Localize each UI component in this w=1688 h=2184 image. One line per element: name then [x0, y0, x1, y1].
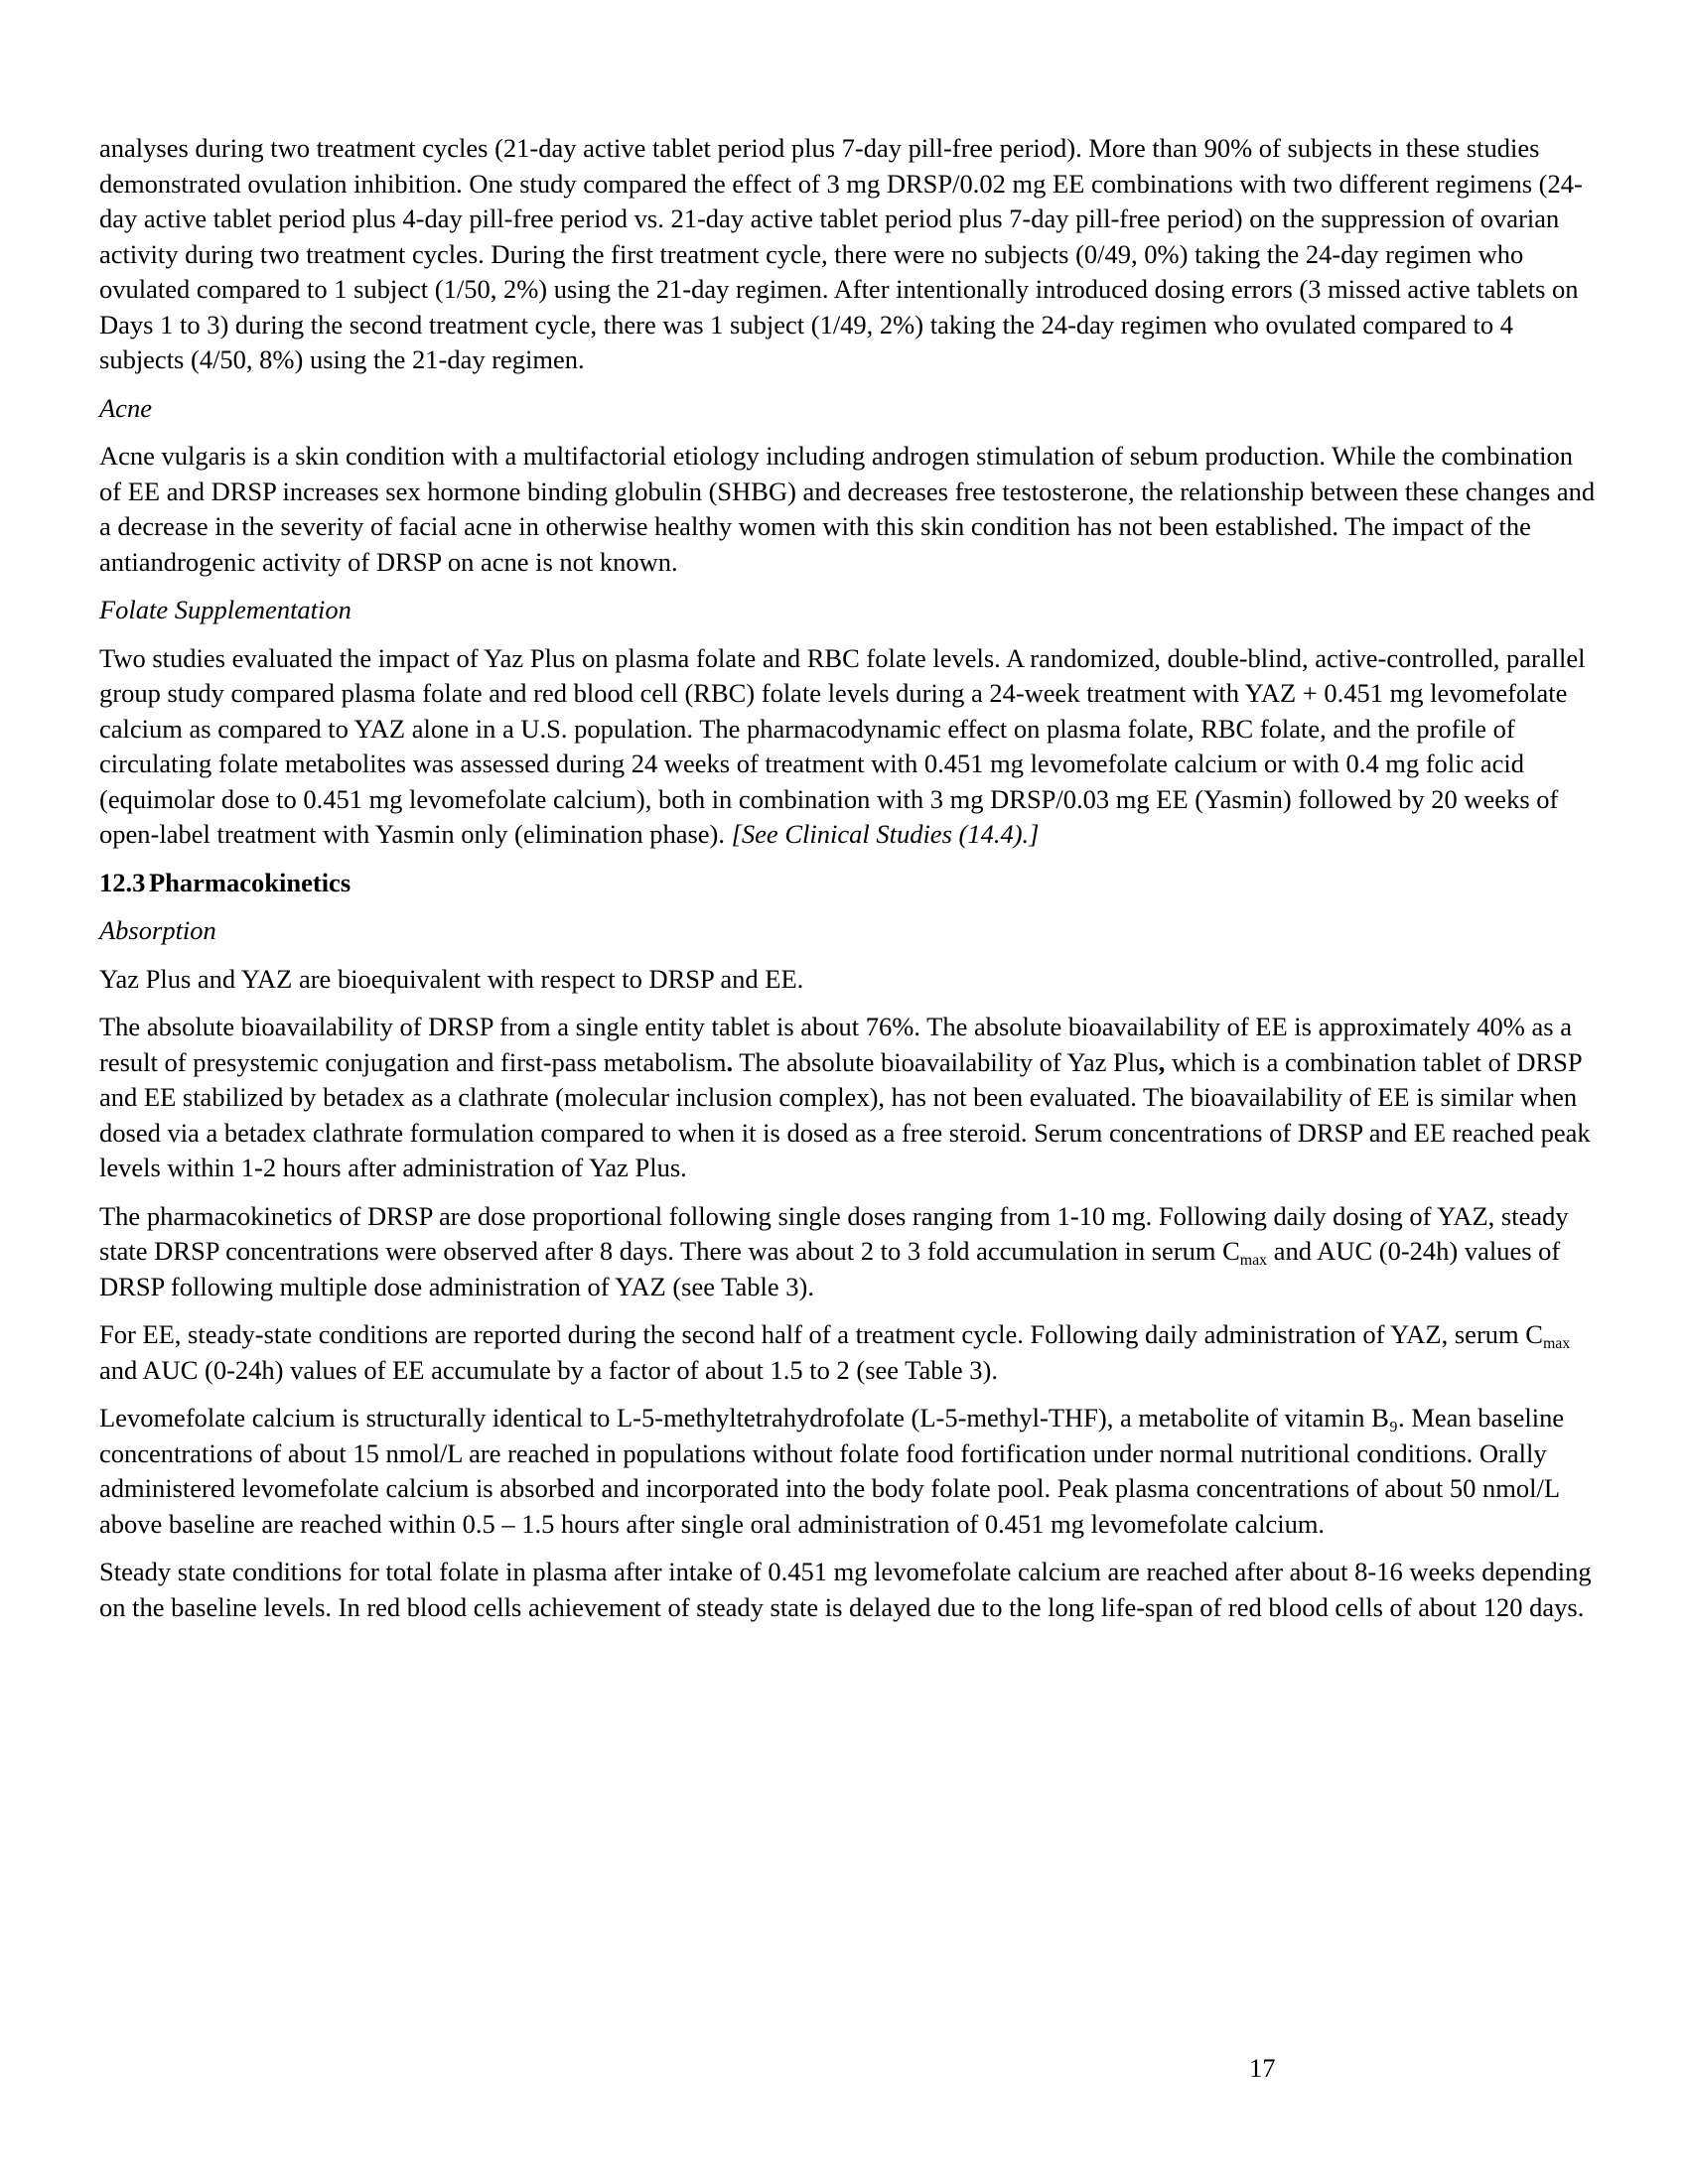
bioavailability-text-2: The absolute bioavailability of Yaz Plus: [733, 1046, 1159, 1077]
paragraph-folate: [99, 641, 1599, 853]
bioavailability-bold-period: .: [726, 1046, 734, 1077]
clinical-studies-reference: [See Clinical Studies (14.4).]: [731, 819, 1040, 849]
paragraph-acne: Acne vulgaris is a skin condition with a multifactorial etiology including androgen stimulation of sebum production. While the combination of EE and DRSP increases sex hormone binding globulin (SHBG) and decreases free testosterone, the relationship between these changes and a decrease in the severity of facial acne in otherwise healthy women with this skin condition has not been established. The impact of the antiandrogenic activity of DRSP on acne is not known.: [99, 441, 1596, 577]
paragraph-bioequivalence: Yaz Plus and YAZ are bioequivalent with respect to DRSP and EE.: [99, 963, 804, 994]
page-number: 17: [1249, 2053, 1276, 2083]
subheading-acne: Acne: [99, 392, 152, 423]
subheading-folate-supplementation: Folate Supplementation: [99, 595, 352, 624]
bioavailability-bold-comma: ,: [1158, 1046, 1166, 1077]
paragraph-bioavailability: [99, 1010, 1599, 1186]
cmax-subscript: max: [1542, 1334, 1571, 1352]
pk-ee-text-2: and AUC (0-24h) values of EE accumulate by a factor of about 1.5 to 2 (see Table 3).: [99, 1354, 998, 1385]
bioavailability-text-3: which is a combination tablet of DRSP and EE stabilized by betadex as a clathrate (molecular inclusion complex), has not been evaluated. The bioavailability of EE is similar when dosed via a betadex clathrate formulation compared to when it is dosed as a free steroid. Serum concentrations of DRSP and EE reached peak levels within 1-2 hours after administration of Yaz Plus.: [99, 1046, 1591, 1182]
section-number: 12.3: [99, 867, 146, 897]
pk-drsp-text-2: and AUC (0-24h) values of DRSP following multiple dose administration of YAZ (see Table 3).: [99, 1236, 1561, 1301]
paragraph-pk-ee: [99, 1317, 1599, 1388]
pk-drsp-text-1: The pharmacokinetics of DRSP are dose proportional following single doses ranging from 1-10 mg. Following daily dosing of YAZ, steady state DRSP concentrations were observed after 8 days. There was about 2 to 3 fold accumulation in serum C: [99, 1200, 1569, 1266]
paragraph-pk-drsp: [99, 1199, 1599, 1305]
section-heading-pharmacokinetics: [99, 866, 1599, 901]
paragraph-levomefolate: Levomefolate calcium is structurally identical to L-5-methyltetrahydrofolate (L-5-methyl-THF), a metabolite of vitamin B₉. Mean baseline concentrations of about 15 nmol/L are reached in populations without folate food fortification under normal nutritional conditions. Orally administered levomefolate calcium is absorbed and incorporated into the body folate pool. Peak plasma concentrations of about 50 nmol/L above baseline are reached within 0.5 – 1.5 hours after single oral administration of 0.451 mg levomefolate calcium.: [99, 1403, 1565, 1539]
folate-text: Two studies evaluated the impact of Yaz Plus on plasma folate and RBC folate levels. A randomized, double-blind, active-controlled, parallel group study compared plasma folate and red blood cell (RBC) folate levels during a 24-week treatment with YAZ + 0.451 mg levomefolate calcium as compared to YAZ alone in a U.S. population. The pharmacodynamic effect on plasma folate, RBC folate, and the profile of circulating folate metabolites was assessed during 24 weeks of treatment with 0.451 mg levomefolate calcium or with 0.4 mg folic acid (equimolar dose to 0.451 mg levomefolate calcium), both in combination with 3 mg DRSP/0.03 mg EE (Yasmin) followed by 20 weeks of open-label treatment with Yasmin only (elimination phase).: [99, 642, 1586, 849]
pk-ee-text-1: For EE, steady-state conditions are reported during the second half of a treatment cycle. Following daily administration of YAZ, serum C: [99, 1319, 1543, 1349]
page-content: [99, 131, 1599, 1638]
paragraph-steady-state: Steady state conditions for total folate in plasma after intake of 0.451 mg levomefolate calcium are reached after about 8-16 weeks depending on the baseline levels. In red blood cells achievement of steady state is delayed due to the long life-span of red blood cells of about 120 days.: [99, 1557, 1592, 1622]
subheading-absorption: Absorption: [99, 915, 216, 945]
paragraph-ovulation: analyses during two treatment cycles (21-day active tablet period plus 7-day pill-free period). More than 90% of subjects in these studies demonstrated ovulation inhibition. One study compared the effect of 3 mg DRSP/0.02 mg EE combinations with two different regimens (24-day active tablet period plus 4-day pill-free period vs. 21-day active tablet period plus 7-day pill-free period) on the suppression of ovarian activity during two treatment cycles. During the first treatment cycle, there were no subjects (0/49, 0%) taking the 24-day regimen who ovulated compared to 1 subject (1/50, 2%) using the 21-day regimen. After intentionally introduced dosing errors (3 missed active tablets on Days 1 to 3) during the second treatment cycle, there was 1 subject (1/49, 2%) taking the 24-day regimen who ovulated compared to 4 subjects (4/50, 8%) using the 21-day regimen.: [99, 133, 1583, 374]
bioavailability-text-1: The absolute bioavailability of DRSP from a single entity tablet is about 76%. The absolute bioavailability of EE is approximately 40% as a result of presystemic conjugation and first-pass metabolism: [99, 1012, 1572, 1077]
section-title: Pharmacokinetics: [149, 867, 352, 897]
cmax-subscript: max: [1239, 1251, 1268, 1269]
